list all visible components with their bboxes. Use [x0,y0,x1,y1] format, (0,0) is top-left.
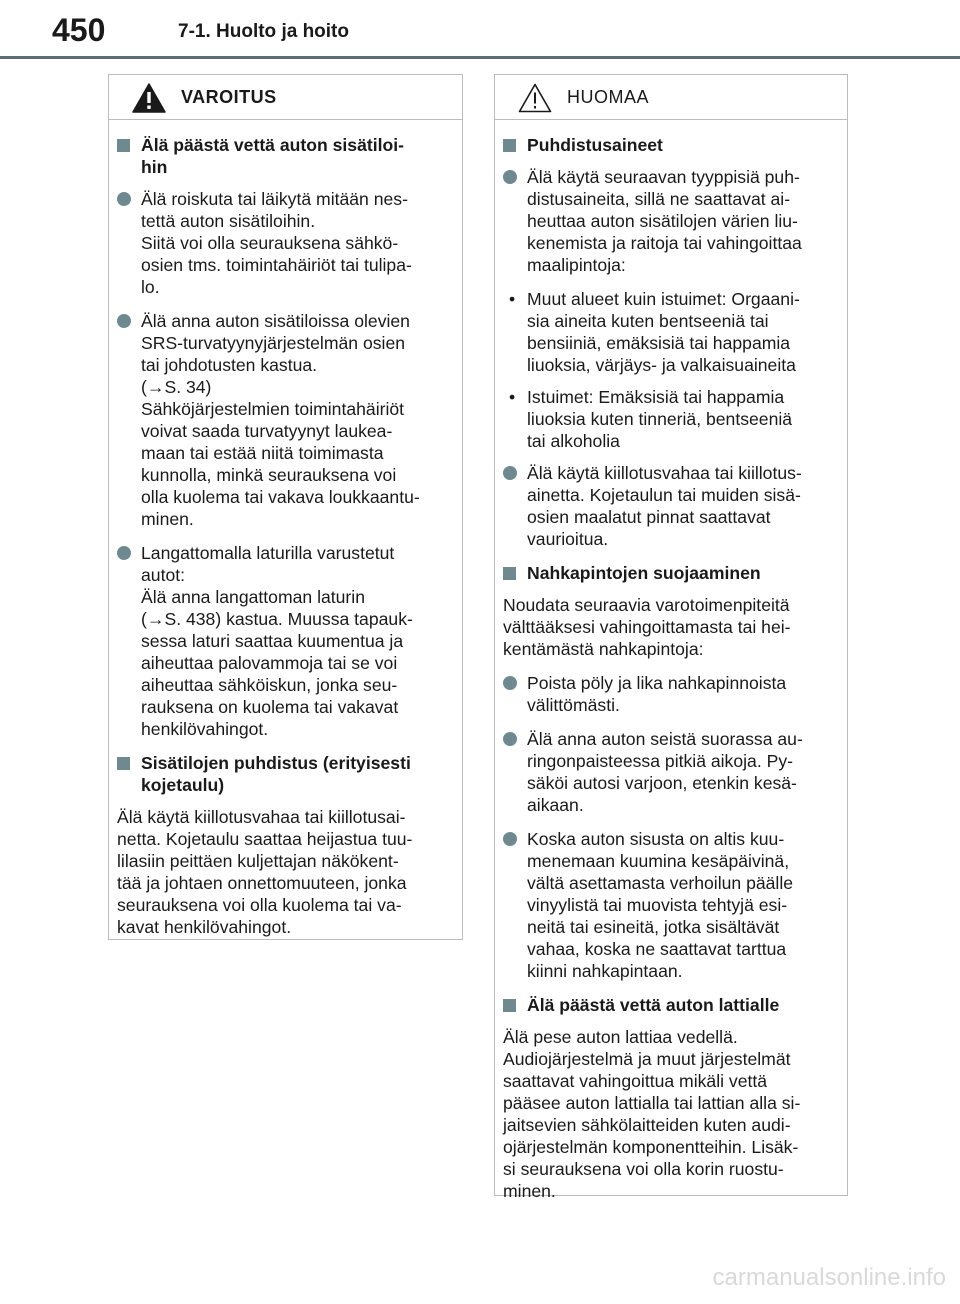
warning-triangle-filled-icon [132,83,166,113]
bullet-item: Koska auton sisusta on altis kuu- menemaan kuumina kesäpäivinä, vältä asettamasta verhoilun päälle vinyylistä tai muovista tehtyjä esi- neitä tai esineitä, jotka sisältävät vahaa, koska ne saattavat tarttua kiinni nahkapintaan. [503,828,839,982]
dash-item: • Istuimet: Emäksisiä tai happamia liuoksia kuten tinneriä, bentseeniä tai alkoholia [503,386,839,452]
warning-box-header [109,75,462,120]
section-heading: Sisätilojen puhdistus (erityisesti kojetaulu) [117,752,454,796]
dash-item: • Muut alueet kuin istuimet: Orgaani- sia aineita kuten bentseeniä tai bensiiniä, emäksisiä tai happamia liuoksia, värjäys- ja valkaisuaineita [503,288,839,376]
bullet-item: Älä anna auton sisätiloissa olevien SRS-turvatyynyjärjestelmän osien tai johdotusten kastua. (→S. 34) Sähköjärjestelmien toimintahäiriöt voivat saada turvatyynyt laukea- maan tai estää niitä toimimasta kunnolla, minkä seurauksena voi olla kuolema tai vakava loukkaantu- minen. [117,310,454,530]
bullet-item: Älä anna auton seistä suorassa au- ringonpaisteessa pitkiä aikoja. Py- säköi autosi varjoon, etenkin kesä- aikaan. [503,728,839,816]
section-title: 7-1. Huolto ja hoito [178,21,349,42]
paragraph: Noudata seuraavia varotoimenpiteitä välttääksesi vahingoittamasta tai hei- kentämästä nahkapintoja: [503,595,791,659]
notice-content [495,120,847,1202]
bullet-item: Älä roiskuta tai läikytä mitään nes- tettä auton sisätiloihin. Siitä voi olla seurauksena sähkö- osien tms. toimintahäiriöt tai tulipa- lo. [117,188,454,298]
watermark: carmanualsonline.info [712,1264,946,1291]
page-number: 450 [52,12,106,48]
section-heading: Nahkapintojen suojaaminen [503,562,839,584]
warning-title: VAROITUS [181,87,277,107]
notice-box-header [495,75,847,120]
section-heading: Älä päästä vettä auton lattialle [503,994,839,1016]
section-heading: Älä päästä vettä auton sisätiloi- hin [117,134,454,178]
header-divider [0,56,960,59]
bullet-item: Langattomalla laturilla varustetut autot: Älä anna langattoman laturin (→S. 438) kastua. Muussa tapauk- sessa laturi saattaa kuumentua ja aiheuttaa palovammoja tai se voi aiheuttaa sähköiskun, jonka seu- rauksena on kuolema tai vakavat henkilövahingot. [117,542,454,740]
bullet-item: Poista pöly ja lika nahkapinnoista välittömästi. [503,672,839,716]
bullet-item: Älä käytä kiillotusvahaa tai kiillotus- ainetta. Kojetaulun tai muiden sisä- osien maalatut pinnat saattavat vaurioitua. [503,462,839,550]
warning-content [109,120,462,938]
paragraph: Älä käytä kiillotusvahaa tai kiillotusai- netta. Kojetaulu saattaa heijastua tuu- lilasiin peittäen kuljettajan näkökent- tää ja johtaen onnettomuuteen, jonka seurauksena voi olla kuolema tai va- kavat henkilövahingot. [117,807,413,937]
notice-title: HUOMAA [567,87,650,107]
notice-box [494,74,848,1201]
warning-box [108,74,463,940]
paragraph: Älä pese auton lattiaa vedellä. Audiojärjestelmä ja muut järjestelmät saattavat vahingoittua mikäli vettä pääsee auton lattialla tai lattian alla si- jaitsevien sähkölaitteiden kuten audi- ojärjestelmän komponentteihin. Lisäk- si seurauksena voi olla korin ruostu- minen. [503,1027,801,1201]
page-header [0,0,960,60]
notice-triangle-outline-icon [518,83,552,113]
section-heading: Puhdistusaineet [503,134,839,156]
bullet-item: Älä käytä seuraavan tyyppisiä puh- distusaineita, sillä ne saattavat ai- heuttaa auton sisätilojen värien liu- kenemista ja raitoja tai vahingoittaa maalipintoja: [503,166,839,276]
